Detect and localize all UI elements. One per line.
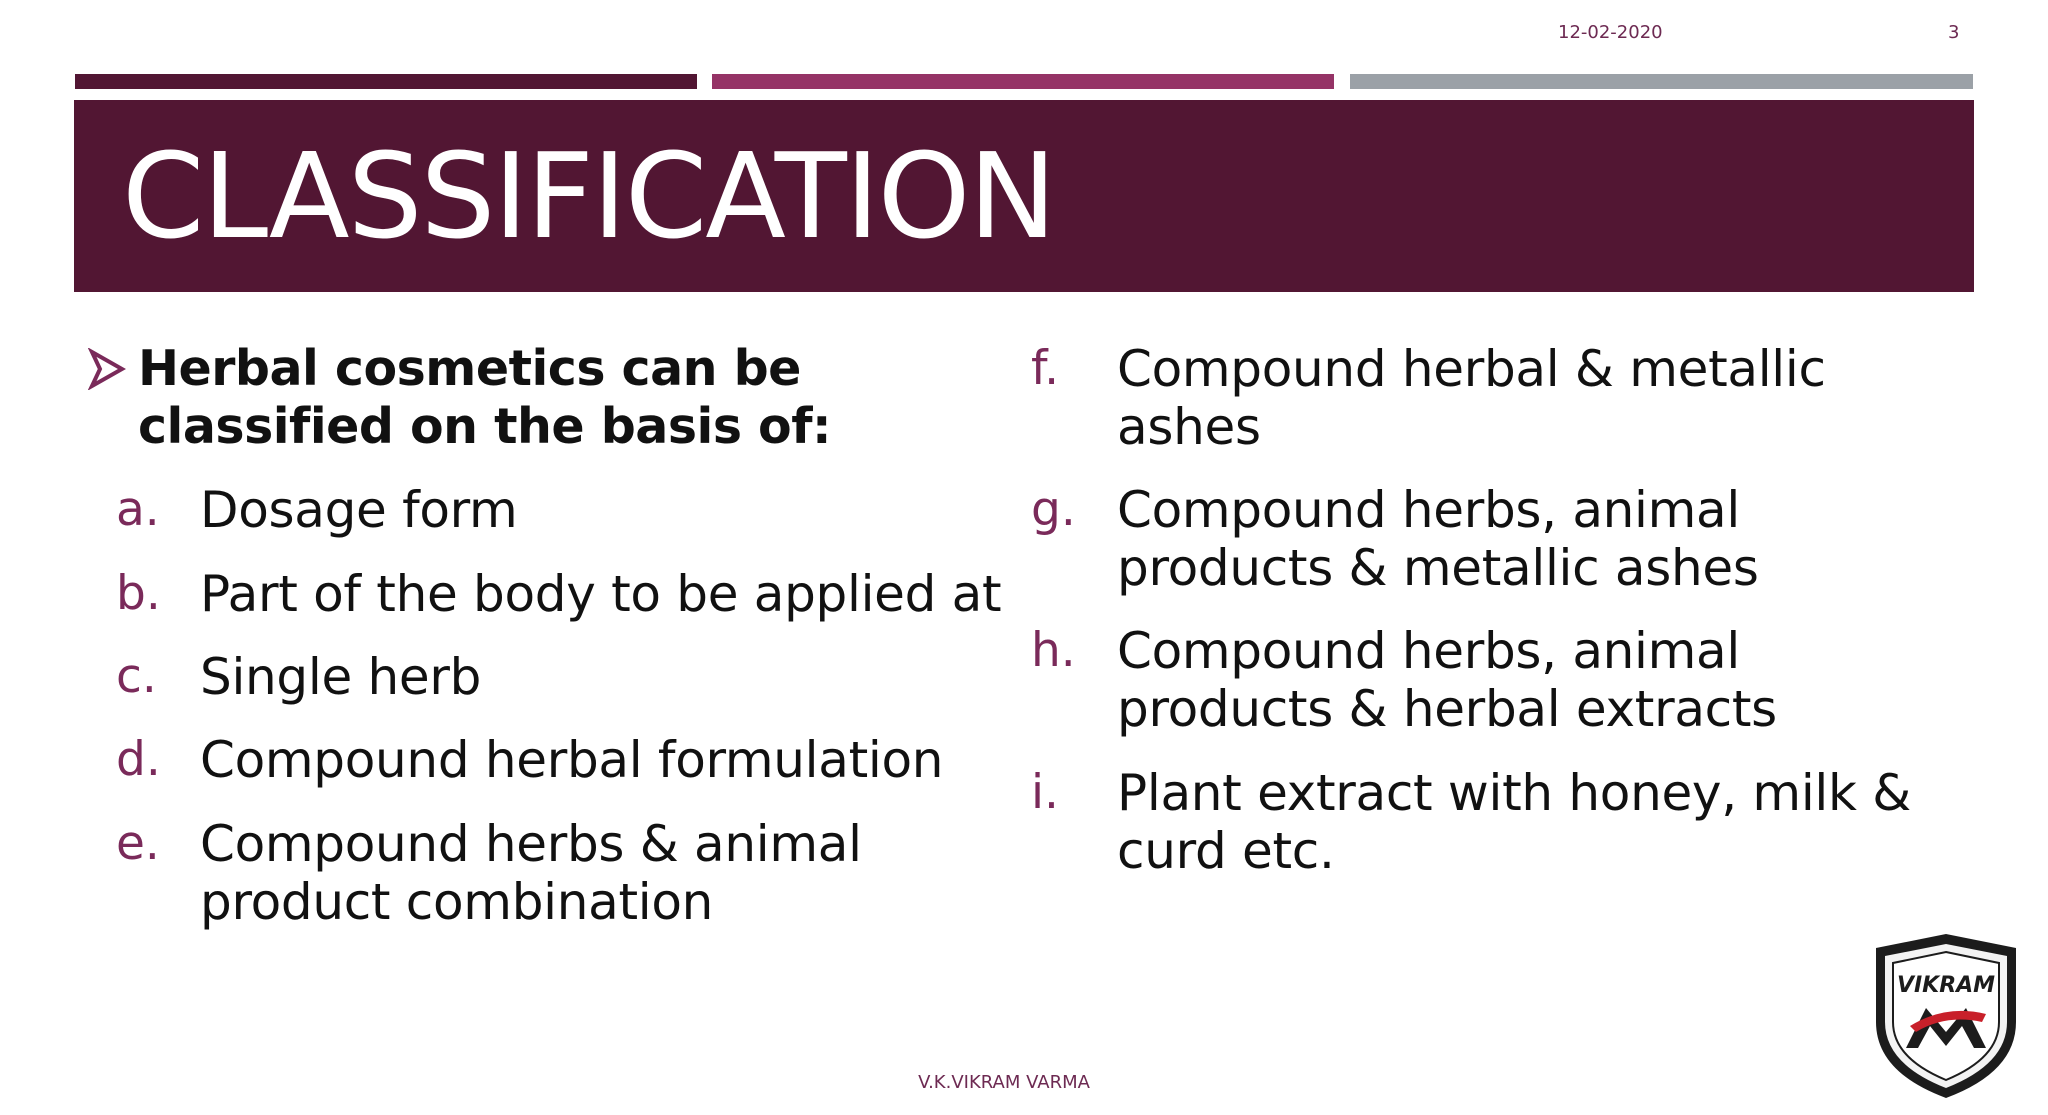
accent-bar-gray [1350,74,1973,89]
list-item-text: Part of the body to be applied at [200,565,1002,623]
vikram-shield-logo [1870,930,2022,1102]
list-item-text: Dosage form [200,481,518,539]
slide-title: CLASSIFICATION [122,127,1055,265]
slide-date: 12-02-2020 [1558,22,1663,43]
accent-bar-mid [712,74,1334,89]
footer-author: V.K.VIKRAM VARMA [918,1072,1090,1093]
list-marker: a. [116,482,160,537]
slide-number: 3 [1948,22,1960,43]
list-marker: h. [1031,623,1076,678]
accent-bar-dark [75,74,697,89]
list-item-text: Plant extract with honey, milk & curd etc. [1117,764,1911,880]
list-item-text: Compound herbs, animal products & herbal extracts [1117,622,1777,738]
list-item-text: Compound herbal formulation [200,731,944,789]
list-marker: e. [116,816,160,871]
intro-text: Herbal cosmetics can be classified on the basis of: [138,340,832,455]
list-item-text: Single herb [200,648,482,706]
list-item-text: Compound herbs, animal products & metallic ashes [1117,481,1759,597]
list-marker: i. [1031,765,1059,820]
list-marker: c. [116,649,157,704]
list-marker: b. [116,566,161,621]
list-marker: g. [1031,482,1076,537]
list-item-text: Compound herbs & animal product combination [200,815,862,931]
list-marker: f. [1031,341,1060,396]
title-band [74,100,1974,292]
list-item-text: Compound herbal & metallic ashes [1117,340,1826,456]
arrow-bullet-icon [88,348,126,390]
logo-text: VIKRAM [1896,973,1996,998]
list-marker: d. [116,732,161,787]
